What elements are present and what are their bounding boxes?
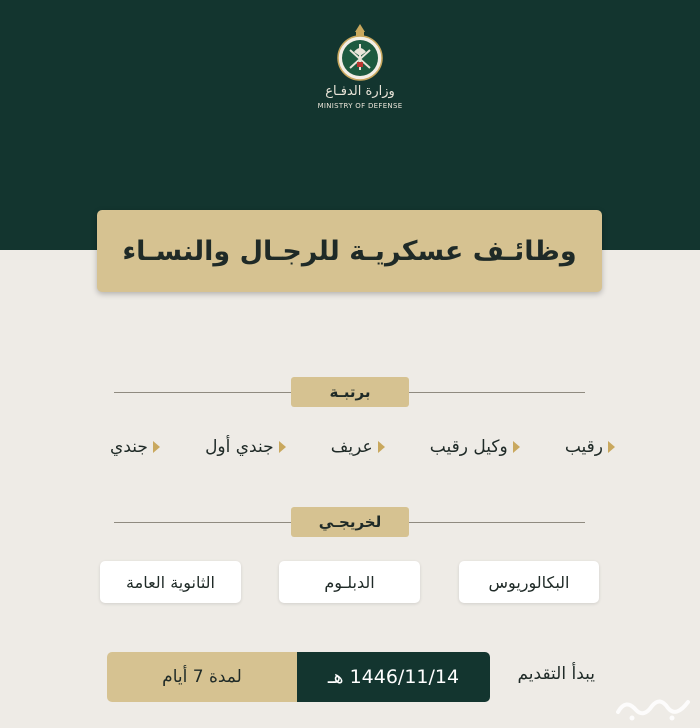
application-date: 1446/11/14 هـ bbox=[297, 652, 490, 702]
qualifications-heading: لخريجـي bbox=[291, 507, 409, 537]
bullet-arrow-icon bbox=[153, 441, 160, 453]
title-card bbox=[97, 210, 602, 292]
haraj-watermark-icon bbox=[612, 688, 694, 724]
list-item bbox=[565, 437, 615, 457]
qualification-bachelor: البكالوريوس bbox=[459, 561, 599, 603]
rank-label: وكيل رقيب bbox=[429, 437, 508, 457]
list-item bbox=[331, 437, 385, 457]
page-title: وظائـف عسكريـة للرجـال والنسـاء bbox=[122, 235, 577, 267]
qualification-diploma: الدبلـوم bbox=[279, 561, 420, 603]
org-name-english: MINISTRY OF DEFENSE bbox=[317, 102, 403, 110]
ranks-heading: برتبـة bbox=[291, 377, 409, 407]
bullet-arrow-icon bbox=[513, 441, 520, 453]
bullet-arrow-icon bbox=[608, 441, 615, 453]
ranks-list bbox=[110, 432, 615, 462]
bullet-arrow-icon bbox=[279, 441, 286, 453]
application-duration: لمدة 7 أيام bbox=[107, 652, 297, 702]
application-label: يبدأ التقديم bbox=[517, 664, 595, 684]
qualification-high-school: الثانوية العامة bbox=[100, 561, 241, 603]
rank-label: عريف bbox=[330, 437, 373, 457]
rank-label: جندي أول bbox=[205, 437, 274, 457]
rank-label: رقيب bbox=[564, 437, 603, 457]
list-item bbox=[430, 437, 520, 457]
saudi-emblem-icon bbox=[336, 22, 384, 84]
bullet-arrow-icon bbox=[378, 441, 385, 453]
application-bar bbox=[107, 652, 490, 702]
list-item bbox=[205, 437, 286, 457]
list-item bbox=[110, 437, 160, 457]
org-name-arabic: وزارة الدفـاع bbox=[325, 84, 395, 99]
rank-label: جندي bbox=[110, 437, 148, 457]
